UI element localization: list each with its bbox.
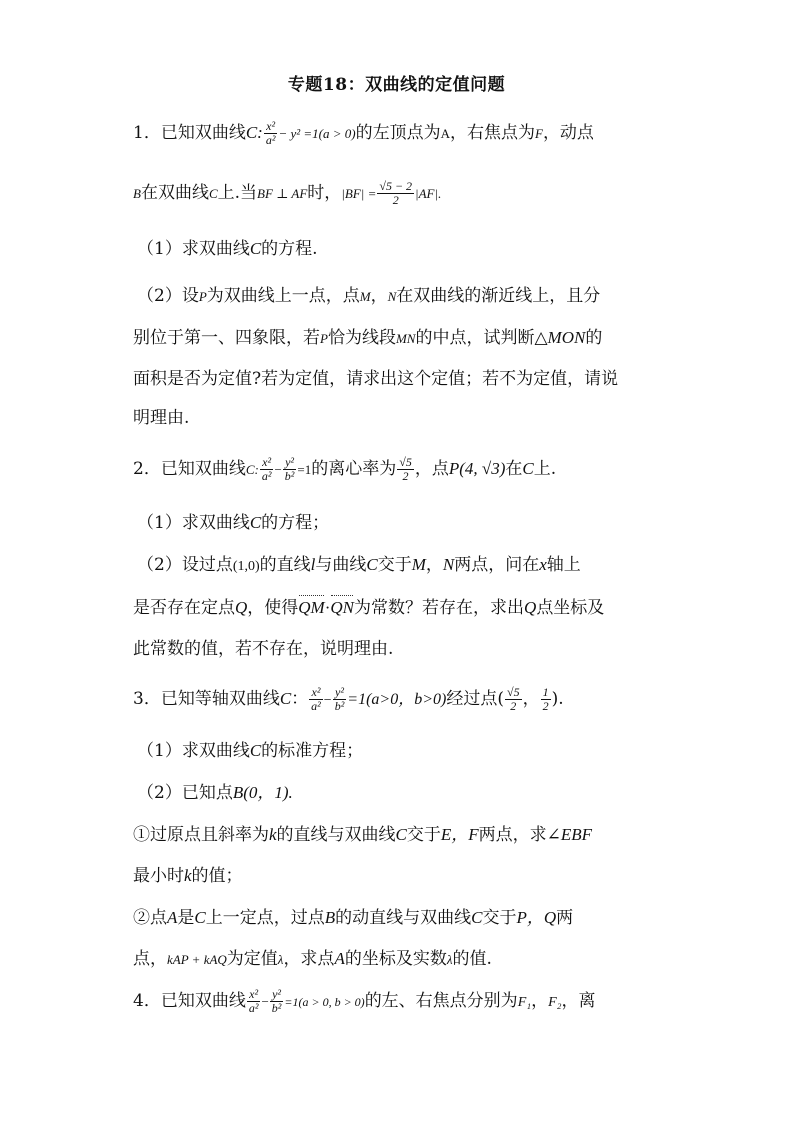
numerator: x² <box>309 686 323 700</box>
math: C: <box>245 462 259 477</box>
text: 的中点，试判断 <box>415 328 535 348</box>
p2-q2-line-1 <box>137 550 667 575</box>
numerator: y² <box>283 456 297 470</box>
text: 的直线与双曲线 <box>276 825 396 845</box>
p1-line-2 <box>133 178 663 207</box>
math: A <box>334 949 345 968</box>
math: N <box>387 289 397 304</box>
text: （2）设 <box>137 286 199 306</box>
text: 的离心率为 <box>311 459 397 479</box>
math: C <box>366 555 378 574</box>
numerator: √5 <box>399 455 412 470</box>
math: Q <box>524 598 537 617</box>
math: |BF| = <box>341 186 377 201</box>
text: ，右焦点为 <box>449 123 535 143</box>
math: C <box>194 908 206 927</box>
text: 的直线 <box>259 555 311 575</box>
text: 4．已知双曲线 <box>133 991 246 1011</box>
text: ，离 <box>561 991 596 1011</box>
math: P <box>198 289 207 304</box>
math: C <box>208 186 218 201</box>
math: P(4, √3) <box>448 459 506 478</box>
text: ①过原点且斜率为 <box>133 825 269 845</box>
fraction <box>309 686 323 712</box>
text: 经过点( <box>446 689 504 709</box>
fraction <box>541 686 551 712</box>
text: （1）求双曲线 <box>137 239 250 259</box>
numerator: √5 − 2 <box>379 179 413 194</box>
text: 2．已知双曲线 <box>133 459 246 479</box>
text: 的坐标及实数 <box>344 949 447 969</box>
p1-q2-line-2 <box>133 323 663 348</box>
denominator: 2 <box>510 699 517 713</box>
text: 的方程； <box>261 513 330 533</box>
text: ， <box>522 689 540 709</box>
p2-q2-line-2 <box>133 593 663 618</box>
math: − <box>261 994 269 1009</box>
math: =1(a > 0, b > 0) <box>284 995 365 1009</box>
text: 的标准方程； <box>261 741 364 761</box>
math: A <box>440 126 450 141</box>
text: 的值； <box>191 866 243 886</box>
text: 为常数？若存在，求出 <box>354 598 525 618</box>
text: 在双曲线 <box>140 183 209 203</box>
denominator: a² <box>248 1001 259 1015</box>
vector-qn: QN <box>330 598 355 617</box>
math: l <box>310 555 316 574</box>
math: C <box>249 239 262 258</box>
p1-q2-line-3: 面积是否为定值?若为定值，请求出这个定值；若不为定值，请说 <box>133 369 619 389</box>
text: 3．已知等轴双曲线 <box>133 689 280 709</box>
p3-s2-line-1 <box>133 903 663 928</box>
denominator: a² <box>265 133 276 147</box>
text: 的方程. <box>261 239 318 259</box>
numerator: 1 <box>542 685 549 700</box>
math: k <box>269 825 277 844</box>
text: 为双曲线上一点，点 <box>206 286 360 306</box>
math: B <box>133 186 141 201</box>
p1-q1 <box>137 234 667 259</box>
p2-line-1 <box>133 454 663 483</box>
text: 为定值 <box>226 949 278 969</box>
text: 上一定点，过点 <box>205 908 325 928</box>
math: C <box>249 741 262 760</box>
numerator: x² <box>247 988 261 1002</box>
fraction <box>333 686 347 712</box>
text: 在 <box>505 459 523 479</box>
fraction <box>505 686 522 712</box>
fraction <box>270 988 284 1014</box>
text: 是 <box>177 908 195 928</box>
math: E，F <box>440 825 479 844</box>
text: ，点 <box>414 459 449 479</box>
numerator: y² <box>333 686 347 700</box>
math: C <box>279 689 292 708</box>
math: C <box>522 459 534 478</box>
math: k <box>184 866 192 885</box>
p3-s2-line-2 <box>133 944 663 969</box>
text: 1．已知双曲线 <box>133 123 246 143</box>
text: 恰为线段 <box>327 328 396 348</box>
text: ，求点 <box>283 949 335 969</box>
fraction <box>397 456 414 482</box>
text: 的值. <box>452 949 492 969</box>
math: M <box>359 289 371 304</box>
p4-line-1 <box>133 986 663 1015</box>
text: 是否存在定点 <box>133 598 235 618</box>
text: 两 <box>556 908 574 928</box>
p3-s1-line-1 <box>133 820 663 845</box>
p2-q1 <box>137 508 667 533</box>
numerator: x² <box>264 120 278 134</box>
text: 时， <box>307 183 342 203</box>
text: ，动点 <box>542 123 594 143</box>
math: P <box>320 331 328 346</box>
text: 与曲线 <box>315 555 367 575</box>
denominator: a² <box>261 469 272 483</box>
fraction <box>283 456 297 482</box>
text: 交于 <box>482 908 517 928</box>
text: （2）设过点 <box>137 555 233 575</box>
math: · <box>324 598 331 617</box>
math: − y² =1(a > 0) <box>278 126 356 141</box>
math: B(0，1). <box>232 783 293 802</box>
text: 上. <box>533 459 557 479</box>
math: M <box>411 555 426 574</box>
p3-q2 <box>137 778 667 803</box>
text: 点， <box>133 949 167 969</box>
text: 在双曲线的渐近线上，且分 <box>396 286 601 306</box>
p2-q2-line-3: 此常数的值，若不存在，说明理由. <box>133 639 394 659</box>
denominator: a² <box>311 699 321 713</box>
denominator: b² <box>271 1001 282 1015</box>
fraction <box>264 120 278 146</box>
numerator: x² <box>260 456 274 470</box>
denominator: 2 <box>392 193 399 207</box>
math: C <box>249 513 262 532</box>
denominator: b² <box>284 469 295 483</box>
math: λ <box>277 952 284 967</box>
p3-s1-line-2 <box>133 861 663 886</box>
math: − <box>323 693 332 708</box>
numerator: √5 <box>507 685 520 700</box>
text: 两点，求 <box>478 825 547 845</box>
denominator: 2 <box>402 469 409 483</box>
text: ). <box>551 689 564 709</box>
math: A <box>167 908 178 927</box>
denominator: b² <box>334 699 345 713</box>
fraction <box>377 180 414 206</box>
math: λ <box>446 952 453 967</box>
vector-qm: QM <box>298 598 325 617</box>
math: MN <box>395 331 416 346</box>
text: （2）已知点 <box>137 783 233 803</box>
math: Q <box>235 598 248 617</box>
p3-line-1 <box>133 684 663 713</box>
math: F₂ <box>548 995 562 1010</box>
fraction <box>247 988 261 1014</box>
fraction <box>260 456 274 482</box>
math: F <box>534 126 543 141</box>
math: C <box>395 825 407 844</box>
math: kAP + kAQ <box>167 952 227 967</box>
math: N <box>442 555 455 574</box>
text: 点坐标及 <box>536 598 605 618</box>
math: x <box>539 555 547 574</box>
text: ， <box>531 991 549 1011</box>
math: − <box>274 462 282 477</box>
p1-line-1 <box>133 118 663 147</box>
text: （1）求双曲线 <box>137 741 250 761</box>
text: 最小时 <box>133 866 184 886</box>
page-title: 专题18：双曲线的定值问题 <box>287 75 506 95</box>
text: 的左、右焦点分别为 <box>364 991 518 1011</box>
text: 交于 <box>377 555 412 575</box>
text: 上.当 <box>217 183 258 203</box>
math: B <box>324 908 336 927</box>
text: ， <box>425 555 443 575</box>
math: F₁ <box>517 995 532 1010</box>
text: ： <box>291 689 309 709</box>
math: C: <box>245 123 263 142</box>
p1-q2-line-1 <box>137 281 667 306</box>
text: 的动直线与双曲线 <box>335 908 472 928</box>
text: 别位于第一、四象限，若 <box>133 328 320 348</box>
text: ， <box>370 286 388 306</box>
text: 的 <box>585 328 603 348</box>
text: ②点 <box>133 908 167 928</box>
math: P，Q <box>516 908 557 927</box>
text: 交于 <box>406 825 441 845</box>
text: 的左顶点为 <box>355 123 441 143</box>
math: C <box>471 908 483 927</box>
math: |AF|. <box>415 186 442 201</box>
math: =1 <box>297 462 312 477</box>
math: BF ⊥ AF <box>257 186 308 201</box>
p3-q1 <box>137 736 667 761</box>
text: ，使得 <box>247 598 299 618</box>
text: 轴上 <box>546 555 581 575</box>
math: ∠EBF <box>546 825 593 844</box>
text: 两点，问在 <box>454 555 540 575</box>
numerator: y² <box>270 988 284 1002</box>
math: (1,0) <box>232 559 260 574</box>
p1-q2-line-4: 明理由. <box>133 408 190 428</box>
math: =1(a>0，b>0) <box>347 691 447 708</box>
denominator: 2 <box>542 699 549 713</box>
text: （1）求双曲线 <box>137 513 250 533</box>
math: △MON <box>534 328 586 347</box>
